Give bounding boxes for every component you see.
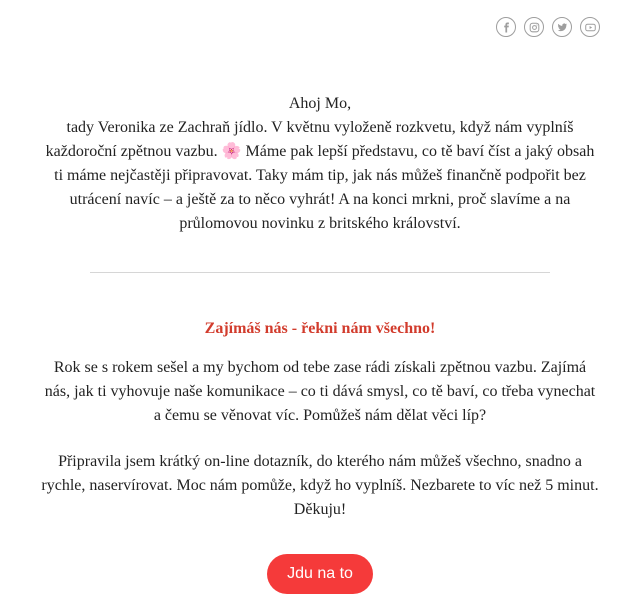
intro bbox=[40, 92, 600, 236]
survey-paragraph-2: Připravila jsem krátký on-line dotazník, do kterého nám můžeš všechno, snadno a rychle, naservírovat. Moc nám pomůže, když ho vyplníš. Nezbarete to víc než 5 minut. Děkuju! bbox=[41, 453, 599, 518]
intro-text bbox=[40, 116, 600, 236]
cta-wrapper bbox=[40, 554, 600, 594]
survey-paragraph-1: Rok se s rokem sešel a my bychom od tebe zase rádi získali zpětnou vazbu. Zajímá nás, jak ti vyhovuje naše komunikace – co ti dává smysl, co tě baví, co třeba vynechat a čemu se věnovat víc. Pomůžeš nám dělat věci líp? bbox=[44, 359, 596, 424]
instagram-icon[interactable] bbox=[524, 17, 544, 37]
facebook-icon[interactable] bbox=[496, 17, 516, 37]
section-title: Zajímáš nás - řekni nám všechno! bbox=[204, 320, 436, 337]
social-icons bbox=[496, 17, 600, 37]
youtube-icon[interactable] bbox=[580, 17, 600, 37]
divider bbox=[90, 272, 550, 273]
survey-cta-button[interactable]: Jdu na to bbox=[267, 554, 373, 594]
flower-emoji: 🌸 bbox=[221, 143, 242, 160]
intro-text-part2: Máme pak lepší představu, co tě baví číst a jaký obsah ti máme nejčastěji připravovat. Taky mám tip, jak nás můžeš finančně podpořit bez utrácení navíc – a ještě za to něco vyhrát! A na konci mrkni, proč slavíme a na průlomovou novinku z britského království. bbox=[54, 143, 595, 232]
greeting: Ahoj Mo, bbox=[288, 95, 352, 112]
intro-text-part1: tady Veronika ze Zachraň jídlo. V květnu vyloženě rozkvetu, když nám vyplníš každoroční zpětnou vazbu. bbox=[45, 119, 574, 160]
email-content bbox=[40, 92, 600, 594]
twitter-icon[interactable] bbox=[552, 17, 572, 37]
